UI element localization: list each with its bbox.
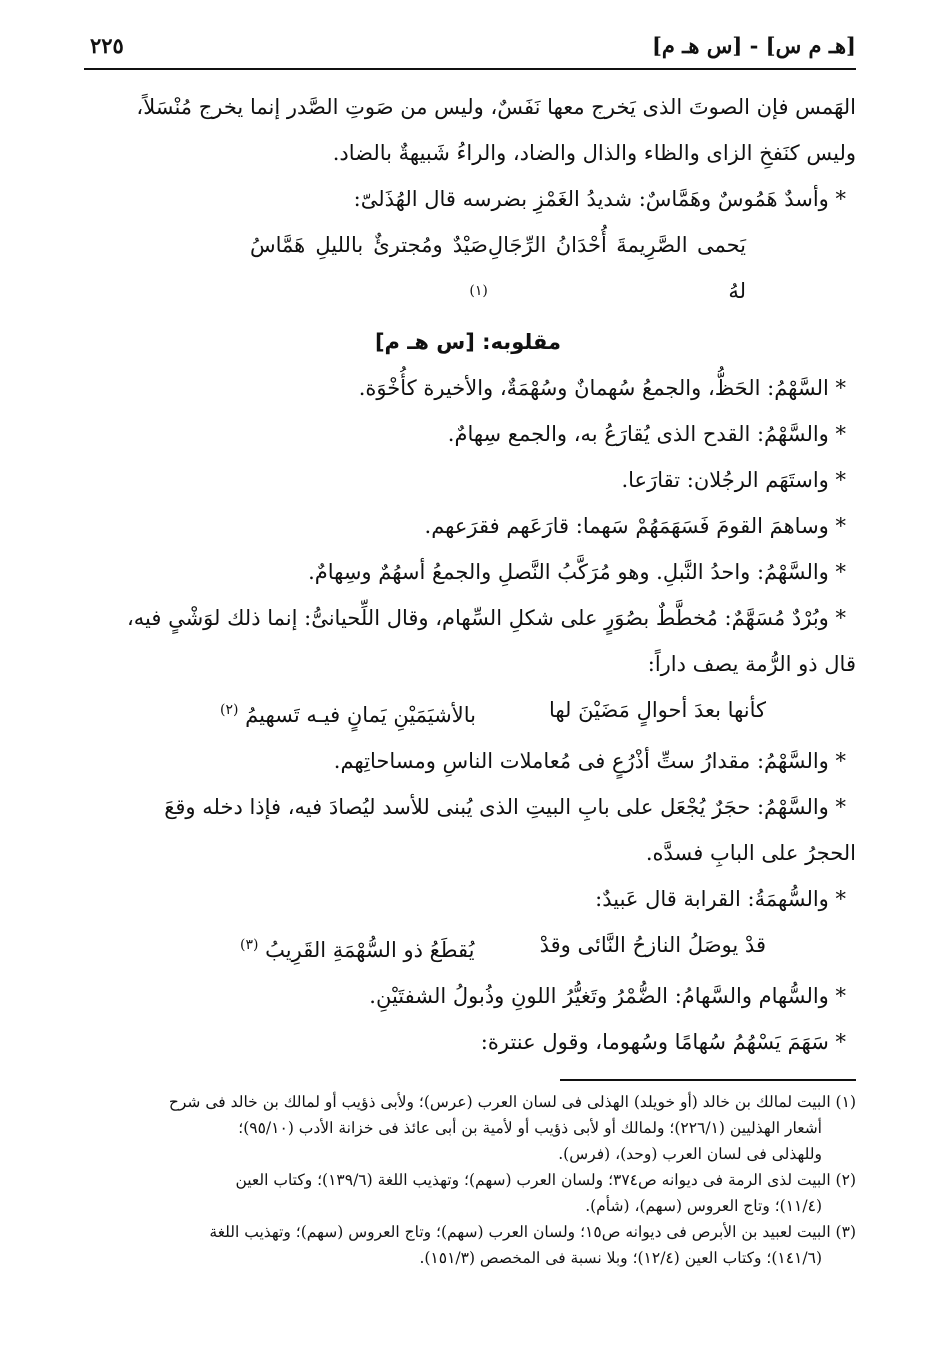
footnote-divider (560, 1079, 856, 1081)
entry: * والسَّهْمُ: حجَرٌ يُجْعَل على بابِ البيتِ الذى يُبنى للأسد ليُصادَ فيه، فإذا دخله وقعَ (164, 795, 846, 819)
verse-first-hemistich: قدْ يوصَلُ النازحُ النَّائى وقدْ (539, 933, 766, 957)
verse-first-hemistich: يَحمى الصَّرِيمةَ أُحْدَانُ الرِّجَالِ لهُ (487, 233, 746, 303)
header-divider (84, 68, 856, 70)
section-heading: مقلوبه: [س هـ م] (374, 330, 562, 354)
entry: * والسَّهْمُ: واحدُ النَّبلِ. وهو مُرَكَّبُ النَّصلِ والجمعُ أسهُمٌ وسِهامٌ. (308, 560, 846, 584)
verse-second-hemistich: بالأشيَمَيْنِ يَمانٍ فيـه تَسهيمُ $^{(٢)}$ (220, 702, 476, 727)
footnote-line: أشعار الهذليين (٢٢٦/١)؛ ولمالك أو لأبى ذؤيب أو لأمية بن أبى عائذ فى خزانة الأدب (٩٥/١٠)؛ (238, 1119, 822, 1137)
page-header (90, 28, 856, 62)
entry: * والسُّهمَةُ: القرابة قال عَبيدٌ: (595, 887, 846, 911)
footnote-ref: (٢) (220, 702, 239, 718)
entry: * وبُرْدٌ مُسَهَّمٌ: مُخطَّطٌ بصُوَرٍ على شكلِ السِّهام، وقال اللِّحيانىُّ: إنما ذلك لوَشْىٍ فيه، (127, 606, 846, 630)
entry-range-header: [هـ م س] - [س هـ م] (651, 32, 856, 58)
footnote-line: (٢) البيت لذى الرمة فى ديوانه ص٣٧٤؛ ولسان العرب (سهم)؛ وتهذيب اللغة (١٣٩/٦)؛ وكتاب العين (235, 1171, 856, 1189)
footnotes (80, 1090, 856, 1272)
verse-3 (80, 922, 856, 973)
entry: * واستَهَم الرجُلان: تقارَعا. (621, 468, 846, 492)
footnote-ref: (١) (469, 283, 488, 299)
footnote-line: (١١/٤)؛ وتاج العروس (سهم)، (شأم). (585, 1197, 822, 1215)
footnote-line: (١٤١/٦)؛ وكتاب العين (١٢/٤)؛ وبلا نسبة فى المخصص (١٥١/٣). (419, 1249, 822, 1267)
verse-second-hemistich: يُقطَعُ ذو السُّهْمَةِ القَرِيبُ $^{(٣)}$ (240, 937, 475, 962)
footnote-line: (٣) البيت لعبيد بن الأبرص فى ديوانه ص١٥؛ ولسان العرب (سهم)؛ وتاج العروس (سهم)؛ وتهذيب اللغة (209, 1223, 856, 1241)
entry-asad: * وأسدٌ هَمُوسٌ وهَمَّاسٌ: شديدُ الغَمْزِ بضرسه قال الهُذَلىّ: (353, 187, 846, 211)
entry: * السَّهْمُ: الحَظُّ، والجمعُ سُهمانٌ وسُهْمَةٌ، والأخيرة كأُخْوَة. (358, 376, 846, 400)
page-number: ٢٢٥ (90, 32, 124, 58)
entry: * وساهمَ القومَ فَسَهَمَهُمْ سَهما: قارَعَهم فقرَعهم. (424, 514, 846, 538)
text-line: وليس كنَفخِ الزاى والظاء والذال والضاد، والراءُ شَبيهةٌ بالضاد. (332, 141, 856, 165)
entry: * سَهَمَ يَسْهُمُ سُهامًا وسُهوما، وقول عنترة: (480, 1030, 846, 1054)
text-line: الحجرُ على البابِ فسدَّه. (645, 841, 856, 865)
footnote-ref: (٣) (240, 937, 259, 953)
entry: * والسُّهام والسَّهامُ: الضُّمْرُ وتَغيُّرُ اللونِ وذُبولُ الشفتَيْنِ. (369, 984, 846, 1008)
verse-1 (80, 222, 856, 319)
verse-second-hemistich: صَيْدٌ ومُجترئٌ بالليلِ هَمَّاسُ $^{(١)}$ (250, 233, 488, 299)
text-line: الهَمس فإن الصوتَ الذى يَخرج معها نَفَسٌ، وليس من صَوتِ الصَّدر إنما يخرج مُنْسَلاً، (136, 95, 856, 119)
verse-2 (80, 687, 856, 738)
main-text (80, 84, 856, 1065)
entry: * والسَّهْمُ: القدح الذى يُقارَعُ به، والجمع سِهامٌ. (447, 422, 846, 446)
verse-first-hemistich: كأنها بعدَ أحوالٍ مَضَيْنَ لها (548, 698, 766, 722)
text-line: قال ذو الرُّمة يصف داراً: (647, 652, 856, 676)
entry: * والسَّهْمُ: مقدارُ ستِّ أذْرُعٍ فى مُعاملات الناسِ ومساحاتِهم. (333, 749, 846, 773)
footnote-line: وللهذلى فى لسان العرب (وحد)، (فرس). (558, 1145, 822, 1163)
footnote-line: (١) البيت لمالك بن خالد (أو خويلد) الهذلى فى لسان العرب (عرس)؛ ولأبى ذؤيب أو لمالك بن خالد فى شرح (168, 1093, 856, 1111)
